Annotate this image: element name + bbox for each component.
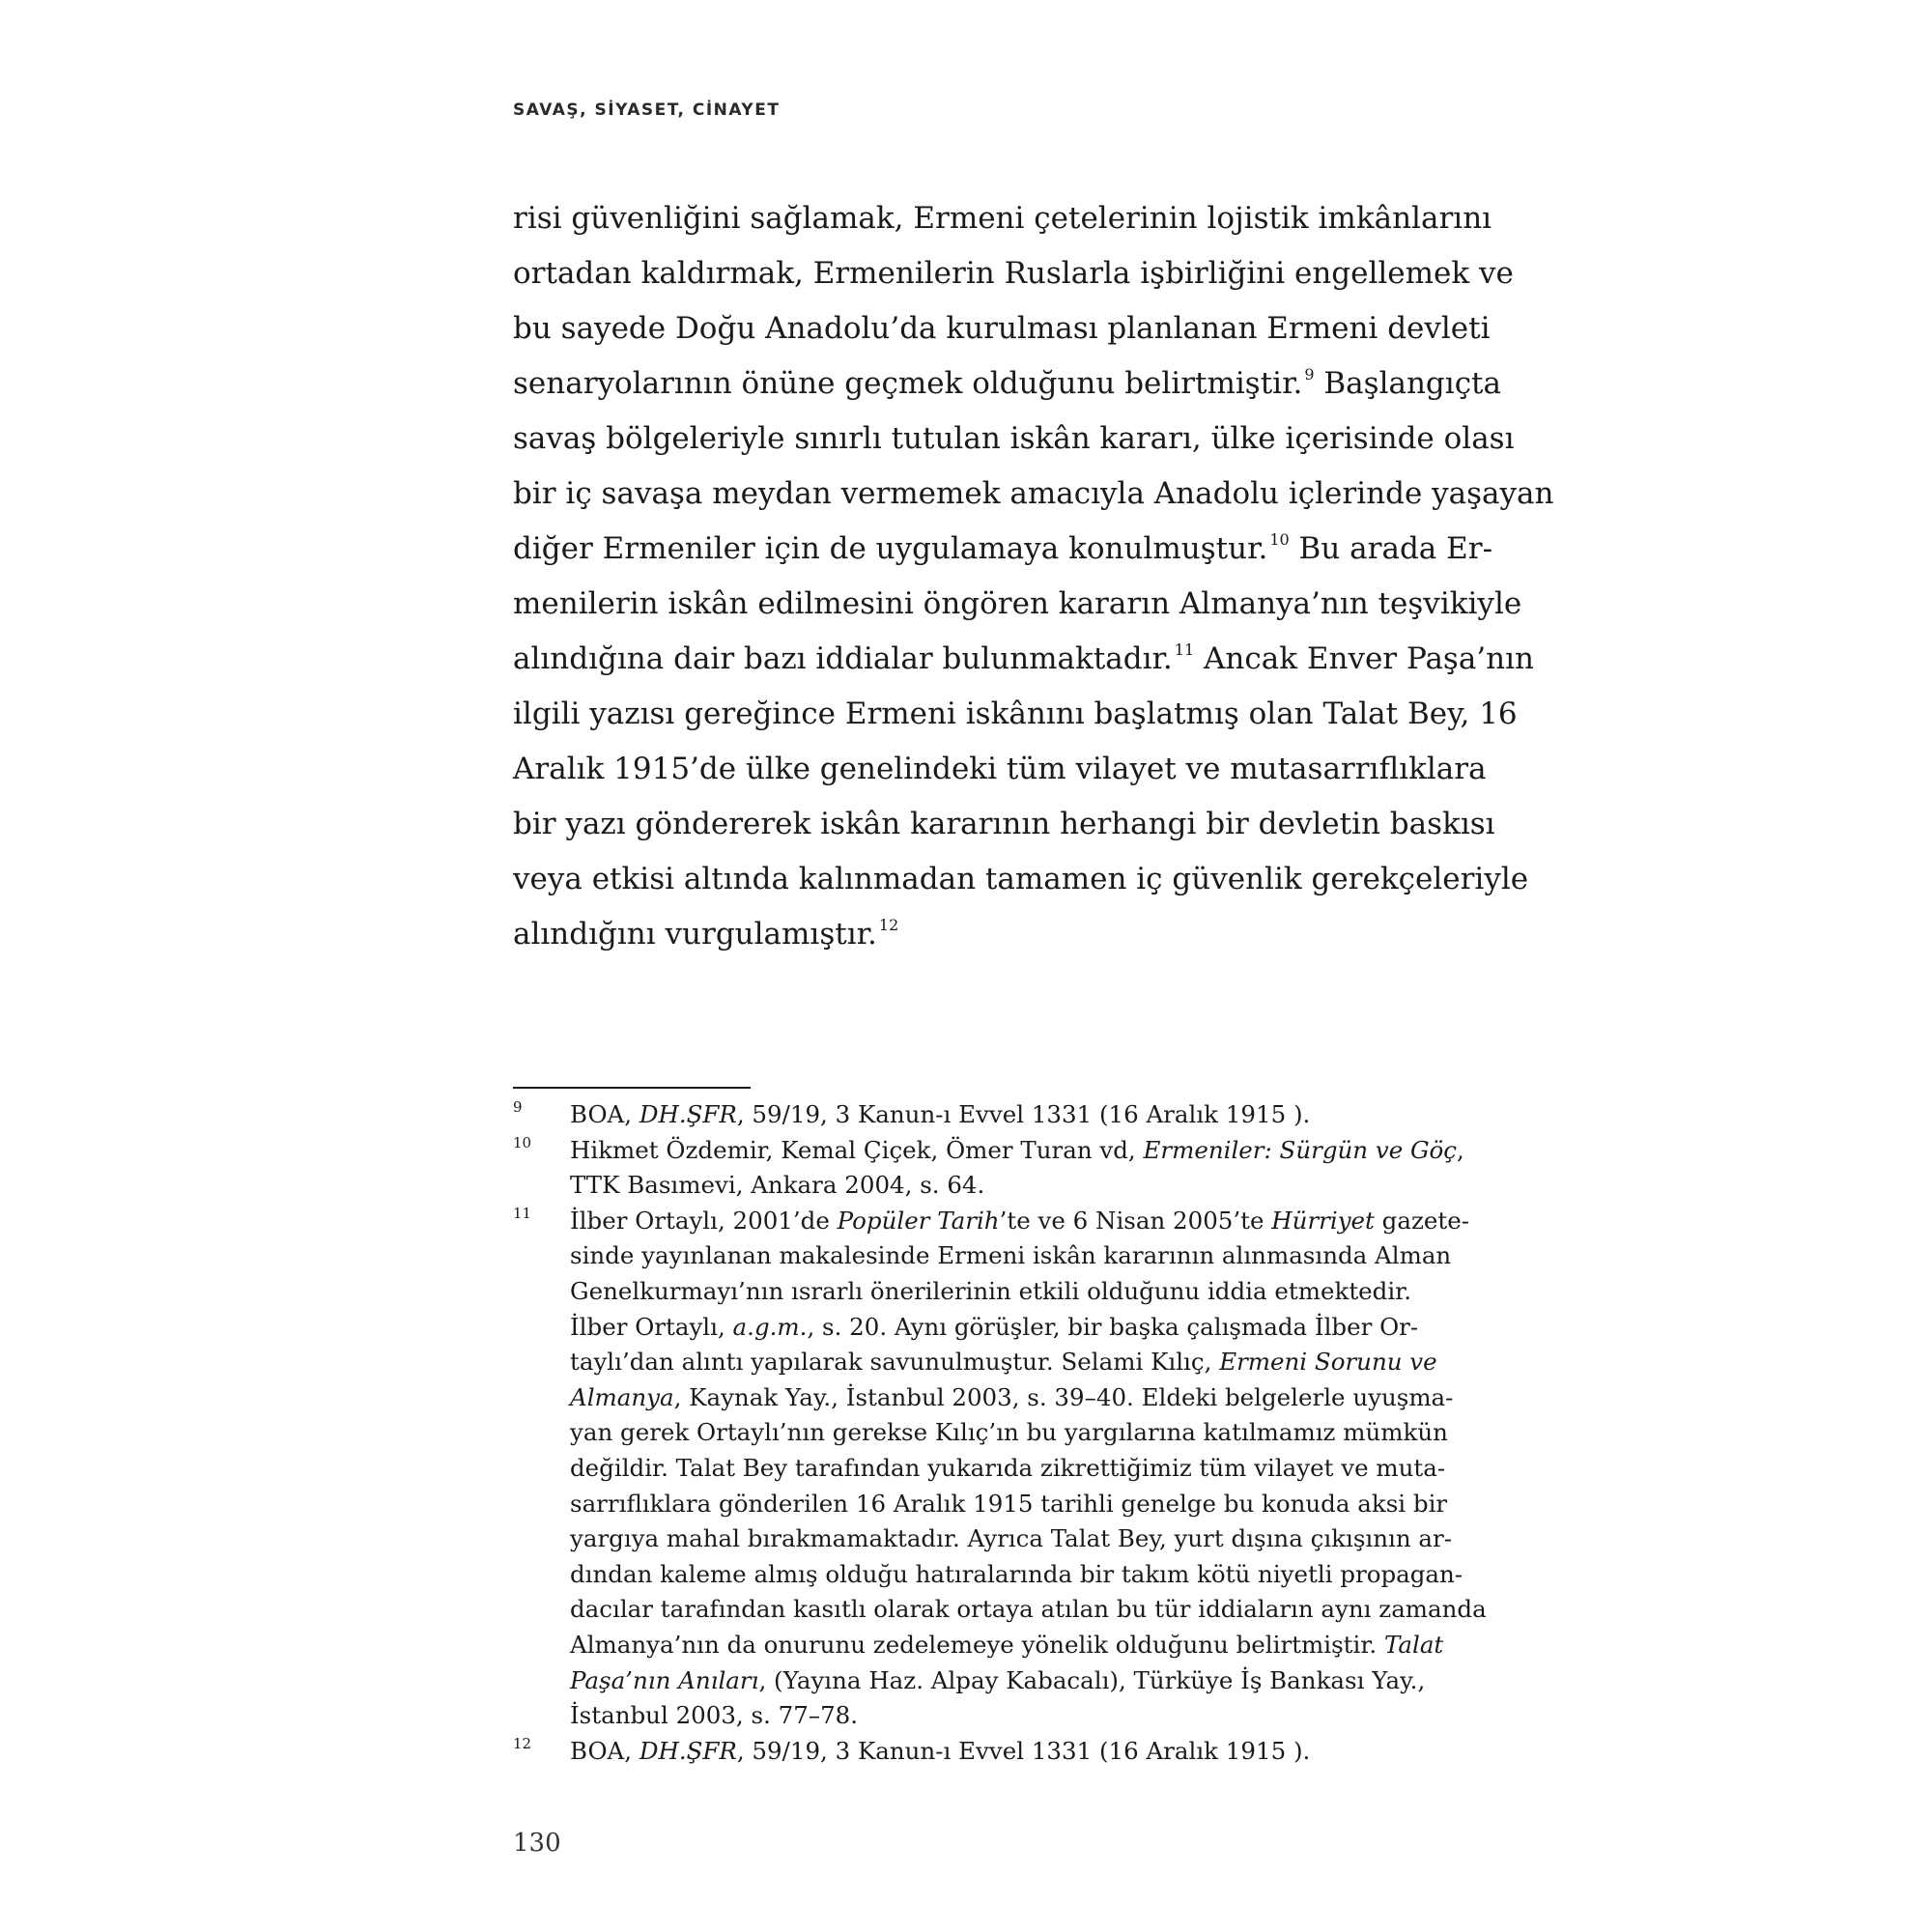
footnote-italic: Hürriyet [1271, 1206, 1375, 1235]
body-line: veya etkisi altında kalınmadan tamamen iç güvenlik gerekçeleriyle [513, 862, 1529, 896]
footnote-italic: Ermeni Sorunu ve [1219, 1348, 1437, 1377]
body-text-segment: Başlangıçta [1314, 366, 1501, 401]
footnote-italic: a.g.m. [732, 1312, 808, 1341]
footnote-line: sinde yayınlanan makalesinde Ermeni iskân kararının alınmasında Alman [570, 1241, 1452, 1270]
footnote-number: 11 [513, 1204, 532, 1222]
body-text-segment: Ancak Enver Paşa’nın [1194, 641, 1535, 676]
footnote-text: gazete- [1374, 1206, 1469, 1235]
footnote-italic: Ermeniler: Sürgün ve Göç [1143, 1135, 1458, 1164]
footnote-ref-9[interactable]: 9 [1304, 365, 1315, 384]
body-line [513, 632, 1535, 687]
body-line: risi güvenliğini sağlamak, Ermeni çetelerinin lojistik imkânlarını [513, 201, 1492, 236]
body-line: savaş bölgeleriyle sınırlı tutulan iskân kararı, ülke içerisinde olası [513, 421, 1515, 456]
footnote-line: yan gerek Ortaylı’nın gerekse Kılıç’ın bu yargılarına katılmamız mümkün [570, 1418, 1448, 1447]
footnote-italic: DH.ŞFR [639, 1100, 737, 1128]
footnote-12 [513, 1734, 1411, 1770]
body-text [513, 191, 1554, 962]
body-line [513, 907, 1411, 962]
footnote-italic: Paşa’nın Anıları [570, 1665, 759, 1694]
footnote-line: İstanbul 2003, s. 77–78. [570, 1701, 859, 1730]
footnote-line [570, 1734, 1411, 1770]
body-line: bu sayede Doğu Anadolu’da kurulması planlanan Ermeni devleti [513, 311, 1491, 346]
footnote-line [570, 1133, 1464, 1169]
body-text-segment: alındığını vurgulamıştır. [513, 917, 877, 952]
footnote-11 [513, 1204, 1487, 1734]
footnote-line: sarrıflıklara gönderilen 16 Aralık 1915 tarihli genelge bu konuda aksi bir [570, 1489, 1448, 1518]
footnote-number: 10 [513, 1133, 532, 1151]
body-line: bir yazı göndererek iskân kararının herhangi bir devletin baskısı [513, 807, 1495, 841]
body-line: ortadan kaldırmak, Ermenilerin Ruslarla işbirliğini engellemek ve [513, 256, 1514, 291]
footnote-italic: Talat [1383, 1630, 1444, 1659]
body-text-segment: diğer Ermeniler için de uygulamaya konulmuştur. [513, 531, 1268, 566]
footnote-line: Genelkurmayı’nın ısrarlı önerilerinin etkili olduğunu iddia etmektedir. [570, 1276, 1411, 1305]
body-text-segment: Bu arada Er- [1289, 531, 1493, 566]
footnote-line [570, 1380, 1454, 1416]
footnote-line: dacılar tarafından kasıtlı olarak ortaya atılan bu tür iddiaların aynı zamanda [570, 1595, 1487, 1624]
footnote-text: , (Yayına Haz. Alpay Kabacalı), Türküye İş Bankası Yay., [758, 1665, 1426, 1694]
footnote-ref-11[interactable]: 11 [1174, 640, 1195, 659]
footnote-ref-10[interactable]: 10 [1269, 530, 1290, 549]
footnote-text: , s. 20. Aynı görüşler, bir başka çalışmada İlber Or- [807, 1312, 1419, 1341]
body-line: bir iç savaşa meydan vermemek amacıyla Anadolu içlerinde yaşayan [513, 476, 1554, 511]
footnote-text: , Kaynak Yay., İstanbul 2003, s. 39–40. Eldeki belgelerle uyuşma- [673, 1382, 1454, 1411]
footnote-italic: Almanya [570, 1382, 674, 1411]
running-head: SAVAŞ, SİYASET, CİNAYET [513, 100, 781, 120]
footnote-text: , [1457, 1135, 1464, 1164]
footnotes [513, 1097, 1487, 1769]
footnote-line: yargıya mahal bırakmamaktadır. Ayrıca Talat Bey, yurt dışına çıkışının ar- [570, 1524, 1453, 1553]
footnote-line [570, 1628, 1444, 1663]
footnote-text: Hikmet Özdemir, Kemal Çiçek, Ömer Turan vd, [570, 1135, 1144, 1164]
body-line [513, 522, 1493, 577]
body-line: menilerin iskân edilmesini öngören kararın Almanya’nın teşvikiyle [513, 586, 1522, 621]
footnote-text: , 59/19, 3 Kanun-ı Evvel 1331 (16 Aralık 1915 ). [736, 1736, 1311, 1765]
footnote-line [570, 1097, 1411, 1133]
footnote-text: İlber Ortaylı, [570, 1312, 733, 1341]
body-line: Aralık 1915’de ülke genelindeki tüm vilayet ve mutasarrıflıklara [513, 752, 1487, 786]
footnote-text: , 59/19, 3 Kanun-ı Evvel 1331 (16 Aralık 1915 ). [736, 1100, 1311, 1128]
footnote-line: TTK Basımevi, Ankara 2004, s. 64. [570, 1171, 985, 1200]
body-line: ilgili yazısı gereğince Ermeni iskânını başlatmış olan Talat Bey, 16 [513, 696, 1518, 731]
footnote-italic: DH.ŞFR [639, 1736, 737, 1765]
body-text-segment: alındığına dair bazı iddialar bulunmaktadır. [513, 641, 1173, 676]
footnote-text: BOA, [570, 1100, 639, 1128]
body-line [513, 356, 1501, 412]
footnote-ref-12[interactable]: 12 [878, 916, 899, 934]
footnote-number: 12 [513, 1734, 532, 1752]
footnote-separator [513, 1087, 751, 1089]
footnote-text: İlber Ortaylı, 2001’de [570, 1206, 838, 1235]
footnote-number: 9 [513, 1098, 523, 1116]
footnote-line: dından kaleme almış olduğu hatıralarında bir takım kötü niyetli propagan- [570, 1559, 1463, 1588]
footnote-line [570, 1345, 1437, 1380]
footnote-9 [513, 1097, 1411, 1133]
footnote-line: değildir. Talat Bey tarafından yukarıda zikrettiğimiz tüm vilayet ve muta- [570, 1453, 1446, 1482]
footnote-italic: Popüler Tarih [837, 1206, 1000, 1235]
footnote-line [570, 1663, 1426, 1699]
footnote-line [570, 1204, 1469, 1239]
footnote-text: BOA, [570, 1736, 639, 1765]
page-number: 130 [513, 1829, 561, 1858]
footnote-line [570, 1310, 1419, 1346]
footnote-10 [513, 1133, 1464, 1204]
footnote-text: ’te ve 6 Nisan 2005’te [999, 1206, 1272, 1235]
footnote-text: Almanya’nın da onurunu zedelemeye yönelik olduğunu belirtmiştir. [570, 1630, 1384, 1659]
body-text-segment: senaryolarının önüne geçmek olduğunu belirtmiştir. [513, 366, 1303, 401]
footnote-text: taylı’dan alıntı yapılarak savunulmuştur. Selami Kılıç, [570, 1348, 1220, 1377]
